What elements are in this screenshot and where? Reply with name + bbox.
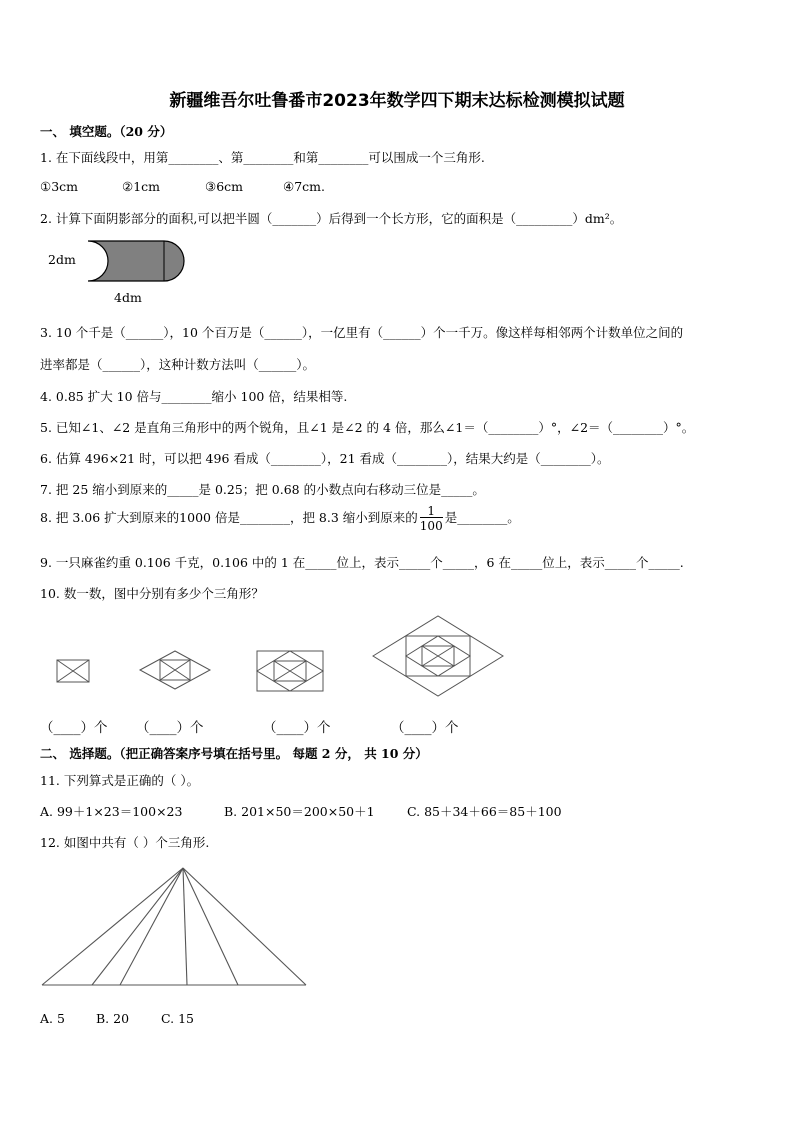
triangle-figure-2 xyxy=(139,650,211,690)
q12-option-c: C. 15 xyxy=(161,1011,194,1026)
fraction-denominator: 100 xyxy=(419,519,443,533)
shaded-shape-figure xyxy=(86,240,186,282)
page-title: 新疆维吾尔吐鲁番市2023年数学四下期末达标检测模拟试题 xyxy=(169,91,625,111)
q8-text-after: 是________。 xyxy=(444,510,520,525)
q1-option-3: ③6cm xyxy=(205,179,244,194)
q10-answer-2: （____）个 xyxy=(136,720,204,736)
question-3-line-2: 进率都是（______），这种计数方法叫（______）。 xyxy=(40,357,316,372)
question-3-line-1: 3. 10 个千是（______），10 个百万是（______），一亿里有（______）个一千万。像这样每相邻两个计数单位之间的 xyxy=(40,325,684,340)
q1-option-4: ④7cm. xyxy=(283,179,325,194)
q11-option-a: A. 99＋1×23＝100×23 xyxy=(40,804,183,819)
question-5: 5. 已知∠1、∠2 是直角三角形中的两个锐角，且∠1 是∠2 的 4 倍，那么∠1＝（________）°，∠2＝（________）°。 xyxy=(40,420,695,435)
question-12: 12. 如图中共有（ ）个三角形. xyxy=(40,835,210,850)
fraction-numerator: 1 xyxy=(420,505,443,518)
q1-option-1: ①3cm xyxy=(40,179,79,194)
q10-answer-4: （____）个 xyxy=(391,720,459,736)
triangle-figure-1 xyxy=(56,659,90,683)
q12-option-a: A. 5 xyxy=(40,1011,65,1026)
question-1: 1. 在下面线段中，用第________、第________和第________可以围成一个三角形. xyxy=(40,150,485,165)
q11-option-c: C. 85＋34＋66＝85＋100 xyxy=(407,804,562,819)
shaded-region xyxy=(88,241,184,281)
question-6: 6. 估算 496×21 时，可以把 496 看成（________），21 看成（________），结果大约是（________）。 xyxy=(40,451,610,466)
q11-option-b: B. 201×50＝200×50＋1 xyxy=(224,804,375,819)
question-8 xyxy=(40,505,520,532)
q10-answer-3: （____）个 xyxy=(263,720,331,736)
question-10: 10. 数一数，图中分别有多少个三角形？ xyxy=(40,586,264,601)
question-2: 2. 计算下面阴影部分的面积,可以把半圆（_______）后得到一个长方形，它的面积是（_________）dm²。 xyxy=(40,211,623,226)
question-11: 11. 下列算式是正确的（ ）。 xyxy=(40,773,200,788)
triangle-figure-4 xyxy=(372,615,504,697)
question-4: 4. 0.85 扩大 10 倍与________缩小 100 倍，结果相等. xyxy=(40,389,348,404)
figure-width-label: 4dm xyxy=(114,290,142,305)
section-1-heading: 一、 填空题。（20 分） xyxy=(40,124,173,139)
figure-height-label: 2dm xyxy=(48,252,76,267)
q1-option-2: ②1cm xyxy=(122,179,161,194)
section-2-heading: 二、 选择题。（把正确答案序号填在括号里。 每题 2 分， 共 10 分） xyxy=(40,746,428,761)
triangle-figure-3 xyxy=(256,650,324,692)
question-9: 9. 一只麻雀约重 0.106 千克，0.106 中的 1 在_____位上，表示_____个_____，6 在_____位上，表示_____个_____. xyxy=(40,555,684,570)
q12-option-b: B. 20 xyxy=(96,1011,130,1026)
apex-lines-triangle-figure xyxy=(40,866,308,988)
fraction-1-100 xyxy=(420,505,443,532)
q8-text-before: 8. 把 3.06 扩大到原来的1000 倍是________，把 8.3 缩小到原来的 xyxy=(40,510,418,525)
question-7: 7. 把 25 缩小到原来的_____是 0.25；把 0.68 的小数点向右移动三位是_____。 xyxy=(40,482,485,497)
q10-answer-1: （____）个 xyxy=(40,720,108,736)
